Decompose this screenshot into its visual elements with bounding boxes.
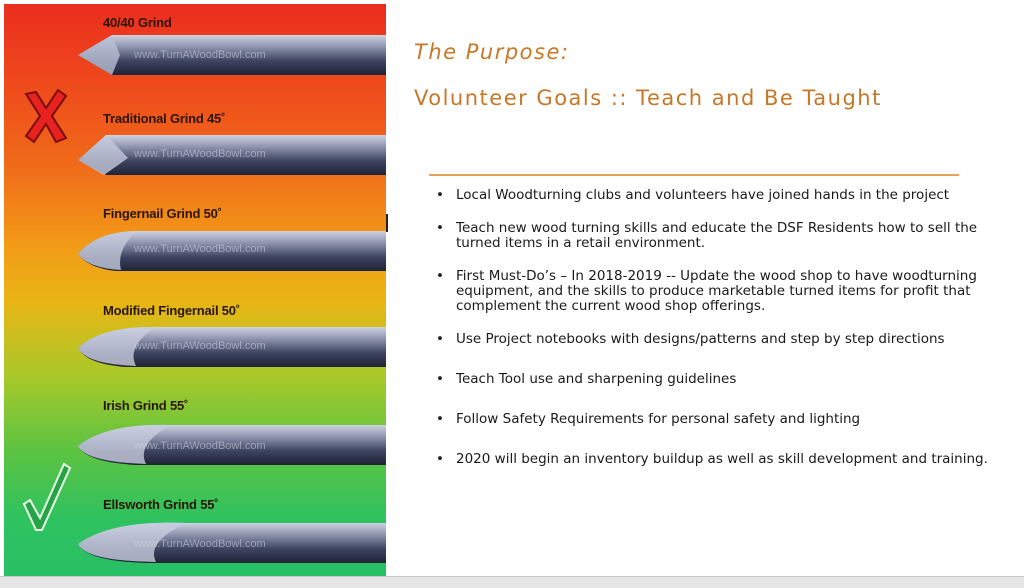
bullet-dot: • <box>436 187 444 203</box>
bullet-item <box>436 188 1006 203</box>
bullet-text: 2020 will begin an inventory buildup as well as skill development and training. <box>456 451 988 467</box>
bullet-list <box>436 186 1006 467</box>
bullet-item <box>436 332 1006 347</box>
bullet-item <box>436 412 1006 427</box>
grind-label: Traditional Grind 45˚ <box>103 111 226 126</box>
bullet-dot: • <box>436 371 444 387</box>
grind-label: Fingernail Grind 50˚ <box>103 206 222 221</box>
bullet-dot: • <box>436 331 444 347</box>
grind-label: 40/40 Grind <box>103 15 172 30</box>
grind-label: Modified Fingernail 50˚ <box>103 303 240 318</box>
bottom-bar <box>0 576 1024 588</box>
bullet-text: Follow Safety Requirements for personal safety and lighting <box>456 411 861 427</box>
check-mark-icon <box>22 462 72 537</box>
bullet-text: Teach new wood turning skills and educate the DSF Residents how to sell the turned items in a retail environment. <box>456 220 978 251</box>
slide-title-purpose: The Purpose: <box>414 40 570 64</box>
watermark-text: www.TurnAWoodBowl.com <box>134 243 266 255</box>
grind-comparison-image <box>4 4 386 576</box>
bullet-item <box>436 269 1006 314</box>
grind-label: Irish Grind 55˚ <box>103 398 189 413</box>
bullet-dot: • <box>436 411 444 427</box>
watermark-text: www.TurnAWoodBowl.com <box>134 49 266 61</box>
bullet-dot: • <box>436 220 444 236</box>
bullet-text: Use Project notebooks with designs/patterns and step by step directions <box>456 331 945 347</box>
bullet-text: First Must-Do’s – In 2018-2019 -- Update the wood shop to have woodturning equipment, and the skills to produce marketable turned items for profit that complement the current wood shop offerings. <box>456 268 977 314</box>
bullet-item <box>436 372 1006 387</box>
watermark-text: www.TurnAWoodBowl.com <box>134 538 266 550</box>
bullet-text: Local Woodturning clubs and volunteers have joined hands in the project <box>456 187 950 203</box>
slide-title-goals: Volunteer Goals :: Teach and Be Taught <box>414 86 882 110</box>
watermark-text: www.TurnAWoodBowl.com <box>134 148 266 160</box>
x-mark-icon <box>22 88 70 149</box>
watermark-text: www.TurnAWoodBowl.com <box>134 440 266 452</box>
title-divider <box>429 174 959 176</box>
bullet-item <box>436 221 1006 251</box>
bullet-item <box>436 452 1006 467</box>
bullet-text: Teach Tool use and sharpening guidelines <box>456 371 737 387</box>
bullet-dot: • <box>436 451 444 467</box>
edge-marker <box>386 214 388 232</box>
bullet-dot: • <box>436 268 444 284</box>
grind-label: Ellsworth Grind 55˚ <box>103 497 219 512</box>
watermark-text: www.TurnAWoodBowl.com <box>134 340 266 352</box>
